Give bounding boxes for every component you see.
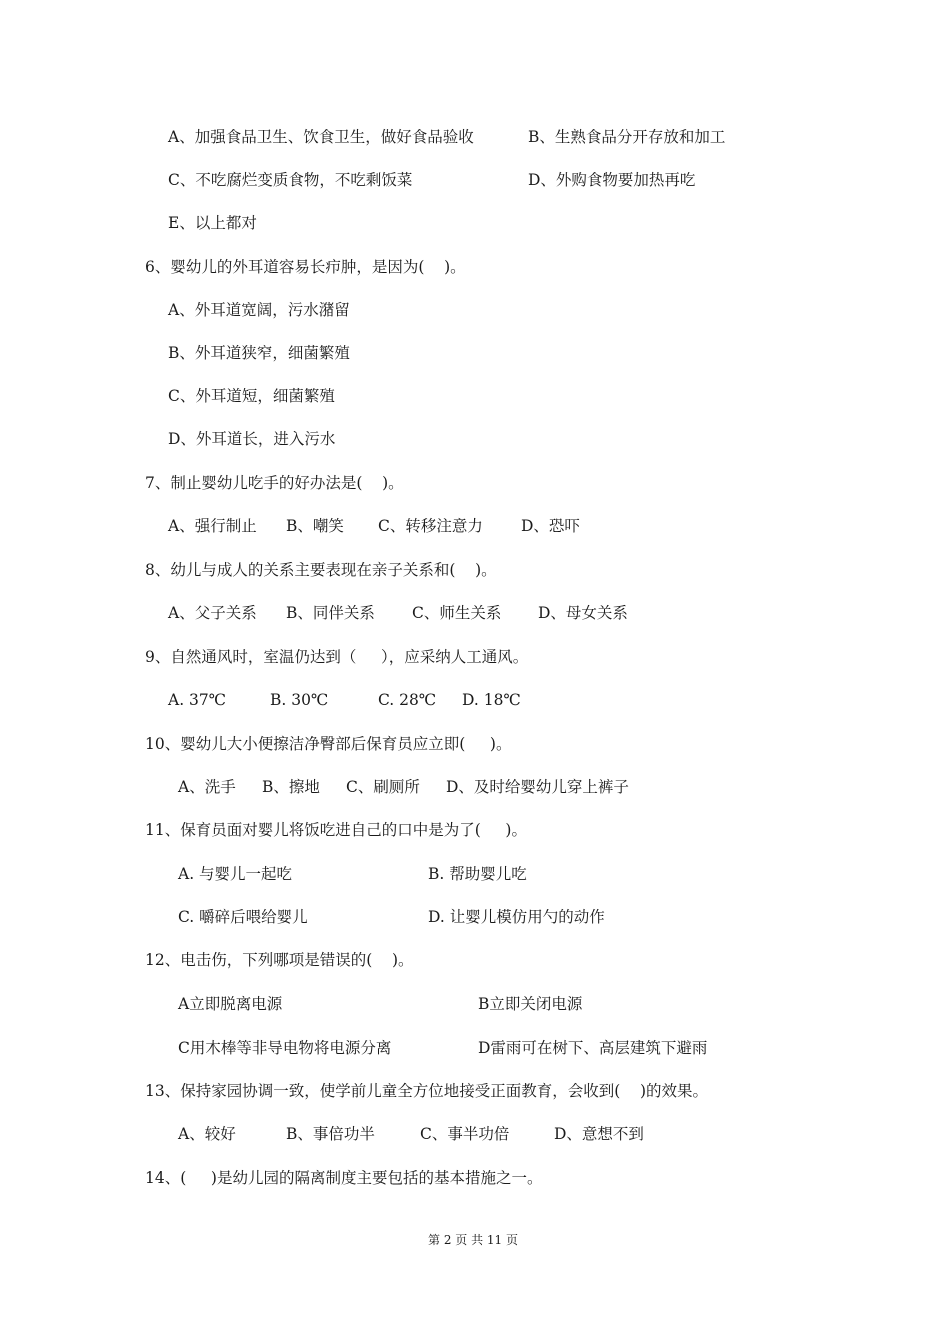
question-14: 14、( )是幼儿园的隔离制度主要包括的基本措施之一。 [145,1169,543,1187]
option-8d: D、母女关系 [538,604,628,622]
option-5e: E、以上都对 [168,214,257,232]
option-13d: D、意想不到 [554,1125,644,1143]
option-5c: C、不吃腐烂变质食物，不吃剩饭菜 [168,171,413,189]
option-9c: C. 28℃ [378,691,437,709]
option-9a: A. 37℃ [168,691,227,709]
question-11: 11、保育员面对婴儿将饭吃进自己的口中是为了( )。 [145,821,527,839]
option-7b: B、嘲笑 [286,517,344,535]
option-6d: D、外耳道长，进入污水 [168,430,336,448]
question-13: 13、保持家园协调一致，使学前儿童全方位地接受正面教育，会收到( )的效果。 [145,1082,709,1100]
option-9b: B. 30℃ [270,691,329,709]
option-12b: B立即关闭电源 [478,995,583,1013]
option-11c: C. 嚼碎后喂给婴儿 [178,908,308,926]
option-6b: B、外耳道狭窄，细菌繁殖 [168,344,350,362]
option-8c: C、师生关系 [412,604,502,622]
option-11b: B. 帮助婴儿吃 [428,865,527,883]
option-10a: A、洗手 [178,778,236,796]
question-10: 10、婴幼儿大小便擦洁净臀部后保育员应立即( )。 [145,735,512,753]
option-5d: D、外购食物要加热再吃 [528,171,696,189]
option-13a: A、较好 [178,1125,236,1143]
option-6a: A、外耳道宽阔，污水潴留 [168,301,350,319]
question-8: 8、幼儿与成人的关系主要表现在亲子关系和( )。 [145,561,497,579]
option-10c: C、刷厕所 [346,778,420,796]
option-13b: B、事倍功半 [286,1125,375,1143]
option-10d: D、及时给婴幼儿穿上裤子 [446,778,629,796]
option-5a: A、加强食品卫生、饮食卫生，做好食品验收 [168,128,474,146]
question-12: 12、电击伤，下列哪项是错误的( )。 [145,951,414,969]
option-7d: D、恐吓 [521,517,580,535]
option-5b: B、生熟食品分开存放和加工 [528,128,726,146]
page-footer: 第 2 页 共 11 页 [428,1233,518,1247]
option-12c: C用木棒等非导电物将电源分离 [178,1039,392,1057]
option-12a: A立即脱离电源 [178,995,283,1013]
option-9d: D. 18℃ [462,691,521,709]
option-11a: A. 与婴儿一起吃 [178,865,293,883]
option-11d: D. 让婴儿模仿用勺的动作 [428,908,605,926]
option-8b: B、同伴关系 [286,604,375,622]
option-6c: C、外耳道短，细菌繁殖 [168,387,335,405]
option-8a: A、父子关系 [168,604,257,622]
option-7a: A、强行制止 [168,517,257,535]
option-13c: C、事半功倍 [420,1125,510,1143]
option-12d: D雷雨可在树下、高层建筑下避雨 [478,1039,708,1057]
question-7: 7、制止婴幼儿吃手的好办法是( )。 [145,474,404,492]
question-9: 9、自然通风时，室温仍达到（ ），应采纳人工通风。 [145,648,529,666]
option-10b: B、擦地 [262,778,320,796]
question-6: 6、婴幼儿的外耳道容易长疖肿，是因为( )。 [145,258,466,276]
option-7c: C、转移注意力 [378,517,483,535]
